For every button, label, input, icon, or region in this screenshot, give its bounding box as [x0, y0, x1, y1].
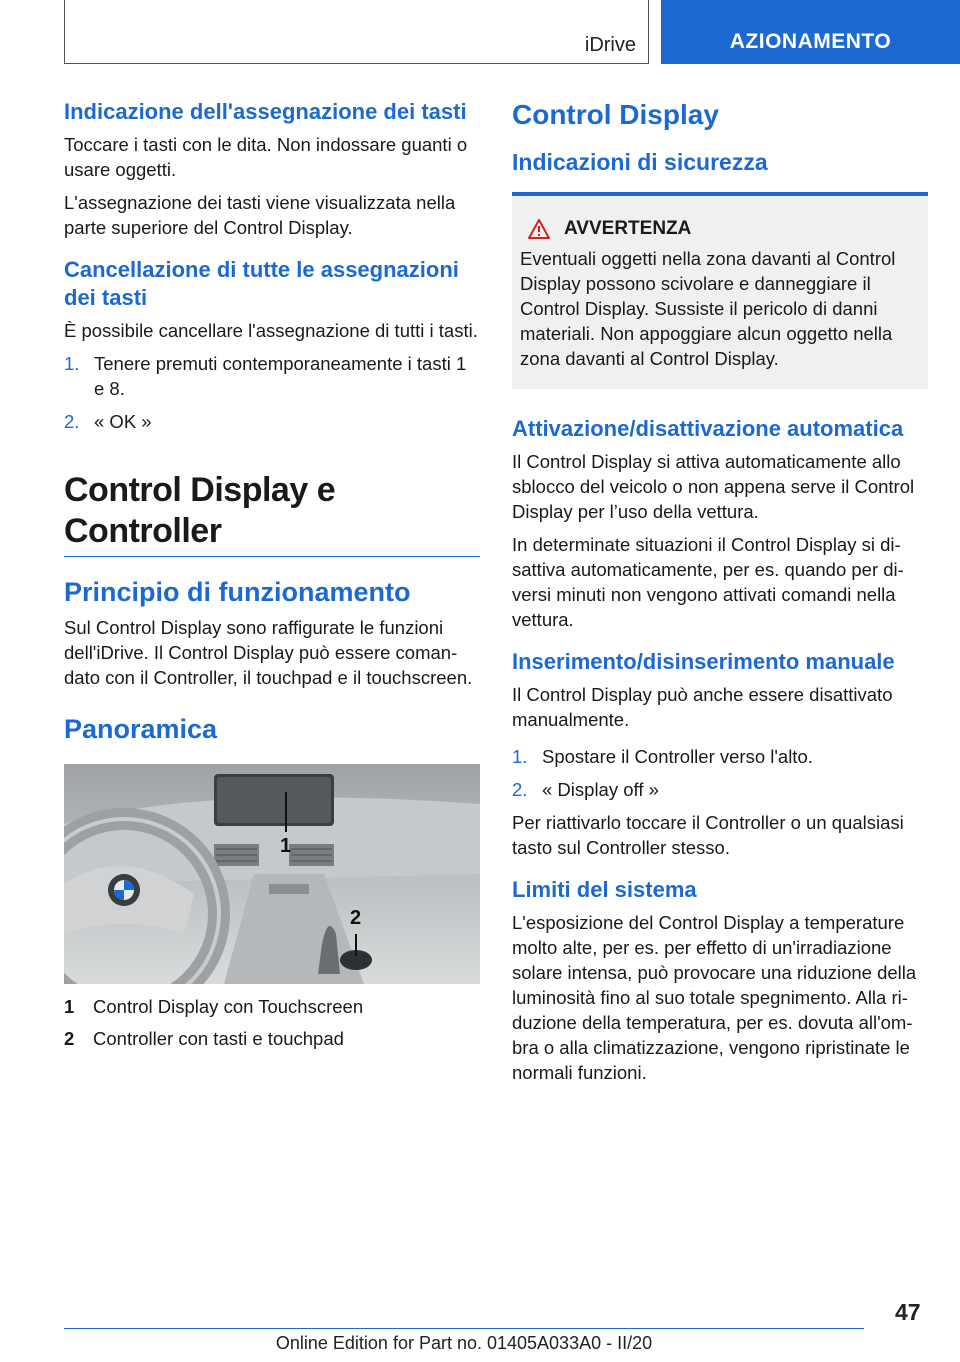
heading-principle: Principio di funzionamento: [64, 577, 411, 607]
list-item: [512, 777, 928, 802]
paragraph: L'esposizione del Control Display a temperature molto alte, per es. per effetto di un'irradiazione solare intensa, può provocare una riduzione della luminosità fino al suo totale spegnimento. Alla riduzione della temperatura, per es. dovuta all'ombra o alla climatizzazione, vengono ripristinate le normali funzioni.: [512, 912, 917, 1083]
heading-system-limits: Limiti del sistema: [512, 877, 697, 902]
warning-title-row: [520, 218, 920, 240]
header-section: iDrive: [584, 34, 636, 56]
paragraph: Sul Control Display sono raffigurate le funzioni dell'iDrive. Il Control Display può essere comandato con il Controller, il touchpad e il touchscreen.: [64, 617, 473, 688]
legend-item: [64, 994, 480, 1019]
step-number: 2.: [64, 411, 80, 432]
step-number: 2.: [512, 779, 528, 800]
step-text: « OK »: [94, 411, 152, 432]
step-number: 1.: [512, 746, 528, 767]
list-item: [64, 351, 480, 401]
page-number: 47: [895, 1299, 921, 1325]
dashboard-photo: [64, 764, 480, 984]
heading-safety: Indicazioni di sicurezza: [512, 149, 768, 175]
main-heading-control-display-controller: Control Display e Controller: [64, 471, 336, 550]
footer-rule: [64, 1328, 864, 1329]
legend-text: Controller con tasti e touchpad: [93, 1028, 344, 1049]
right-column: [512, 98, 928, 1093]
left-column: [64, 98, 480, 1058]
warning-box: [512, 192, 928, 389]
callout-label-1: 1: [280, 835, 292, 857]
paragraph: Il Control Display può anche essere disattivato manualmente.: [512, 684, 893, 730]
paragraph: Il Control Display si attiva automaticamente allo sblocco del veicolo o non appena serve il Control Display per l’uso della vettura.: [512, 451, 915, 522]
footer-edition: Online Edition for Part no. 01405A033A0 - II/20: [275, 1333, 653, 1353]
legend-item: [64, 1026, 480, 1051]
legend-text: Control Display con Touchscreen: [93, 996, 364, 1017]
step-text: « Display off »: [542, 779, 659, 800]
header-box: [64, 0, 649, 64]
paragraph: L'assegnazione dei tasti viene visualizzata nella parte superiore del Control Display.: [64, 192, 456, 238]
steps-list: [512, 744, 928, 802]
legend-number: 2: [64, 1028, 75, 1049]
header-chapter-tab: [661, 0, 960, 64]
heading-auto-activation: Attivazione/disattivazione automatica: [512, 416, 904, 441]
warning-triangle-icon: [528, 219, 550, 239]
legend-number: 1: [64, 996, 75, 1017]
heading-cancel-assignments: Cancellazione di tutte le assegnazioni dei tasti: [64, 257, 459, 310]
callout-label-2: 2: [350, 907, 362, 929]
steps-list: [64, 351, 480, 434]
heading-control-display: Control Display: [512, 99, 719, 130]
warning-text: Eventuali oggetti nella zona davanti al Control Display possono scivolare e danneggiare il Control Display. Sussiste il pericolo di danni materiali. Non appoggiare alcun oggetto nella zona davanti al Control Display.: [520, 248, 896, 369]
main-heading-rule: [64, 470, 480, 557]
list-item: [64, 409, 480, 434]
step-number: 1.: [64, 353, 80, 374]
car-interior-illustration: [64, 764, 480, 984]
paragraph: Per riattivarlo toccare il Controller o un qualsiasi tasto sul Controller stesso.: [512, 812, 904, 858]
list-item: [512, 744, 928, 769]
heading-key-assignment: Indicazione dell'assegnazione dei tasti: [64, 99, 467, 124]
heading-overview: Panoramica: [64, 714, 218, 744]
header-chapter-label: AZIONAMENTO: [729, 30, 892, 53]
paragraph: È possibile cancellare l'assegnazione di tutti i tasti.: [64, 320, 478, 341]
step-text: Spostare il Controller verso l'alto.: [542, 746, 813, 767]
heading-manual: Inserimento/disinserimento manuale: [512, 649, 895, 674]
paragraph: Toccare i tasti con le dita. Non indossare guanti o usare oggetti.: [64, 134, 468, 180]
paragraph: In determinate situazioni il Control Display si disattiva automaticamente, per es. quando per diversi minuti non vengono attivati comandi nella vettura.: [512, 534, 904, 630]
step-text: Tenere premuti contemporaneamente i tasti 1 e 8.: [94, 353, 467, 399]
warning-title: AVVERTENZA: [564, 218, 692, 239]
